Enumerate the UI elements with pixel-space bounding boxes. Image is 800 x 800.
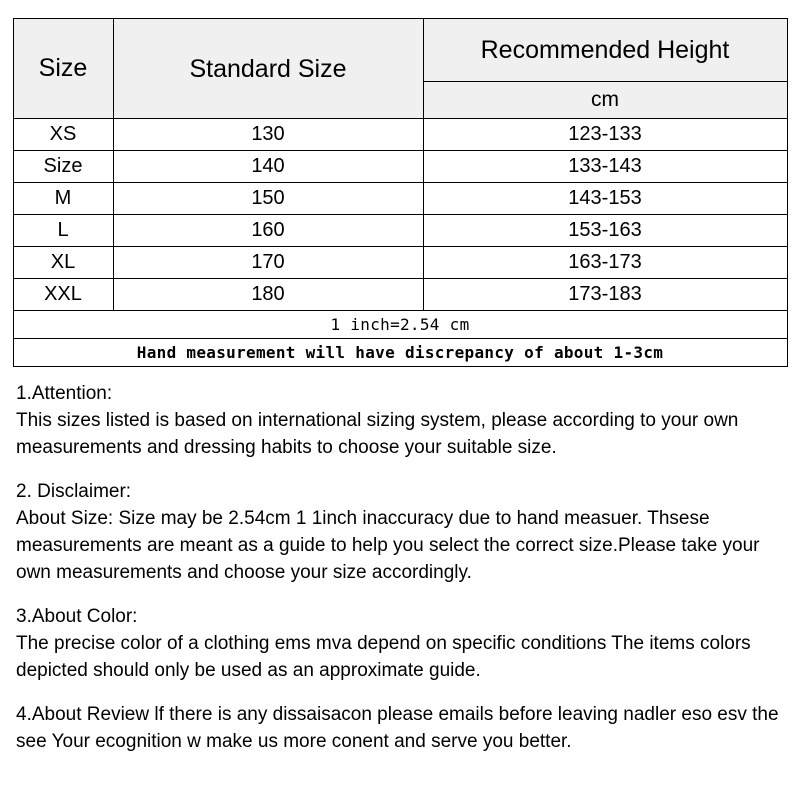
table-footnote-row [13,339,787,367]
header-standard-size: Standard Size [113,19,423,119]
cell-height: 133-143 [423,151,787,183]
cell-size: XS [13,119,113,151]
disclaimer-body: About Size: Size may be 2.54cm 1 1inch inaccuracy due to hand measuer. Thsese measurements are meant as a guide to help you select the correct size.Please take your own measurements and choose your size accordingly. [16,507,760,583]
cell-size: XXL [13,279,113,311]
cell-size: M [13,183,113,215]
cell-height: 163-173 [423,247,787,279]
header-recommended-height: Recommended Height [423,19,787,82]
cell-standard: 170 [113,247,423,279]
spacer [16,587,784,604]
table-header-row [13,19,787,82]
cell-height: 123-133 [423,119,787,151]
disclaimer-heading: 2. Disclaimer: [16,480,132,502]
footnote-hand-measurement: Hand measurement will have discrepancy of about 1-3cm [13,339,787,367]
about-review-body: 4.About Review lf there is any dissaisacon please emails before leaving nadler eso esv the see Your ecognition w make us more conent and serve you better. [16,703,779,752]
footnote-inch-conversion: 1 inch=2.54 cm [13,311,787,339]
cell-standard: 180 [113,279,423,311]
header-size: Size [13,19,113,119]
cell-size: L [13,215,113,247]
cell-standard: 140 [113,151,423,183]
about-color-body: The precise color of a clothing ems mva depend on specific conditions The items colors depicted should only be used as an approximate guide. [16,632,751,681]
spacer [16,462,784,479]
cell-standard: 130 [113,119,423,151]
table-footnote-row [13,311,787,339]
cell-height: 143-153 [423,183,787,215]
table-row [13,279,787,311]
cell-size: Size [13,151,113,183]
about-color-heading: 3.About Color: [16,605,138,627]
table-row [13,119,787,151]
table-row [13,247,787,279]
cell-standard: 150 [113,183,423,215]
attention-heading: 1.Attention: [16,383,113,404]
header-unit: cm [423,82,787,119]
size-chart-table [13,18,788,367]
table-row [13,215,787,247]
cell-standard: 160 [113,215,423,247]
cell-height: 153-163 [423,215,787,247]
spacer [16,685,784,702]
cell-size: XL [13,247,113,279]
notes-section [16,381,784,756]
attention-body: This sizes listed is based on international sizing system, please according to your own measurements and dressing habits to choose your suitable size. [16,409,739,458]
table-row [13,151,787,183]
cell-height: 173-183 [423,279,787,311]
table-row [13,183,787,215]
